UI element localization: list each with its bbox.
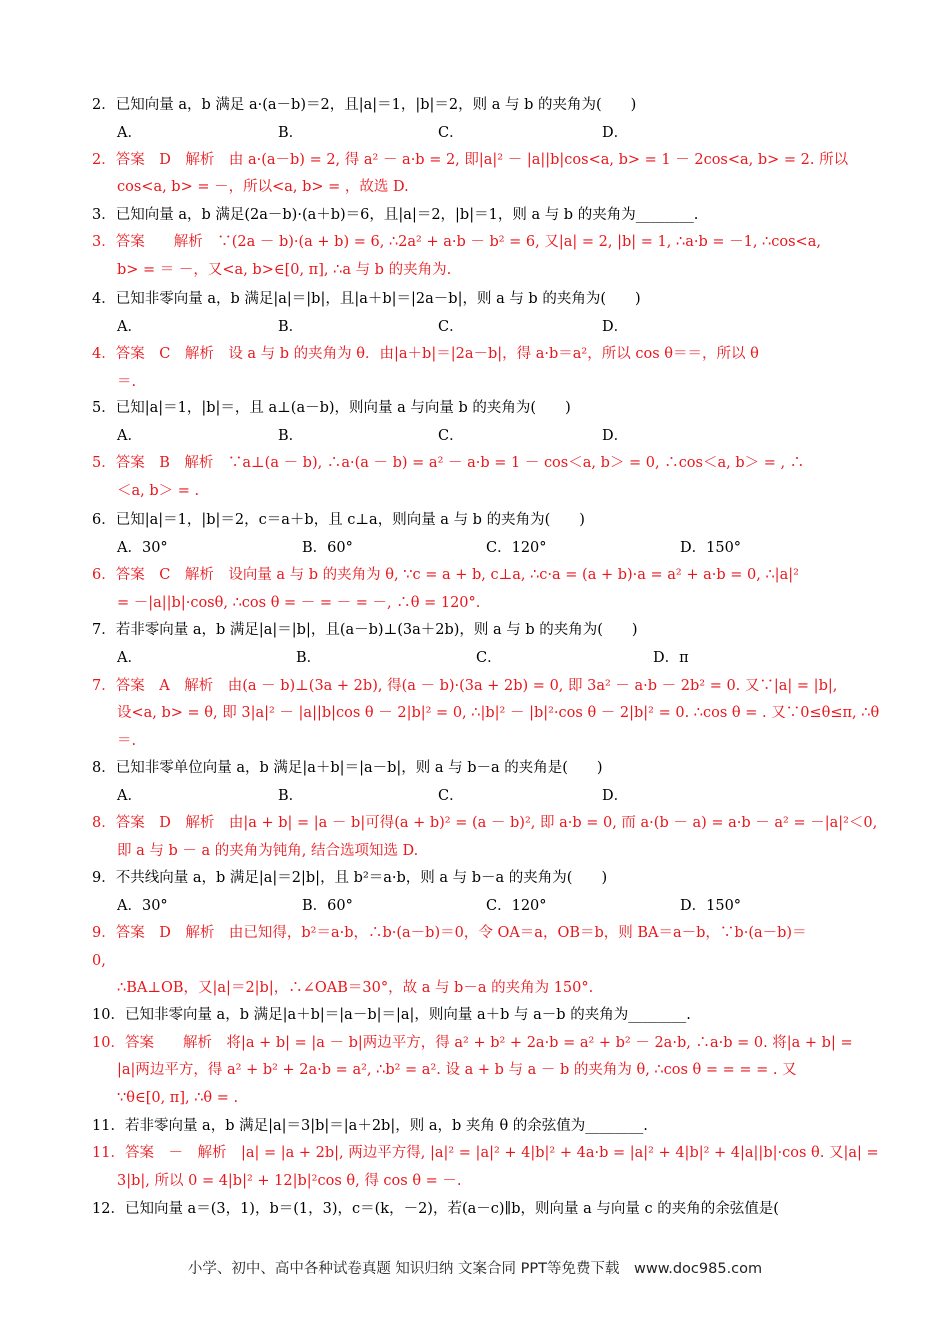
question-line: 9．不共线向量 a，b 满足|a|＝2|b|，且 b²＝a·b，则 a 与 b－a 的夹角为( ) bbox=[92, 870, 608, 886]
question-line: 11．若非零向量 a，b 满足|a|＝3|b|＝|a＋2b|，则 a，b 夹角 θ 的余弦值为________. bbox=[92, 1118, 648, 1134]
answer-line: 2．答案 D 解析 由 a·(a－b) = 2, 得 a² － a·b = 2, 即|a|² － |a||b|cos<a, b> = 1 － 2cos<a, b> = 2. 所以 bbox=[92, 152, 849, 168]
answer-continuation: ＝. bbox=[117, 374, 137, 390]
option-b: B． bbox=[278, 788, 304, 804]
answer-line: 3．答案 解析 ∵(2a － b)·(a + b) = 6, ∴2a² + a·b － b² = 6, 又|a| = 2, |b| = 1, ∴a·b = －1, ∴cos<a, bbox=[92, 234, 821, 250]
option-b: B． bbox=[296, 650, 322, 666]
option-a: A．30° bbox=[117, 540, 168, 556]
option-c: C．120° bbox=[486, 898, 547, 914]
question-line: 5．已知|a|＝1，|b|＝，且 a⊥(a－b)，则向量 a 与向量 b 的夹角为( ) bbox=[92, 400, 571, 416]
question-line: 4．已知非零向量 a，b 满足|a|＝|b|，且|a＋b|＝|2a－b|，则 a 与 b 的夹角为( ) bbox=[92, 291, 641, 307]
answer-line: 7．答案 A 解析 由(a － b)⊥(3a + 2b), 得(a － b)·(3a + 2b) = 0, 即 3a² － a·b － 2b² = 0. 又∵|a| = |b|, bbox=[92, 678, 838, 694]
option-b: B．60° bbox=[302, 540, 353, 556]
option-d: D．π bbox=[653, 650, 689, 666]
option-d: D． bbox=[602, 319, 629, 335]
question-line: 3．已知向量 a，b 满足(2a－b)·(a＋b)＝6，且|a|＝2，|b|＝1，则 a 与 b 的夹角为________. bbox=[92, 207, 699, 223]
option-a: A． bbox=[117, 125, 142, 141]
answer-continuation: |a|两边平方，得 a² + b² + 2a·b = a², ∴b² = a². 设 a + b 与 a － b 的夹角为 θ, ∴cos θ = = = = . 又 bbox=[117, 1062, 797, 1078]
question-line: 6．已知|a|＝1，|b|＝2，c＝a＋b，且 c⊥a，则向量 a 与 b 的夹角为( ) bbox=[92, 512, 585, 528]
option-a: A． bbox=[117, 650, 142, 666]
option-d: D． bbox=[602, 428, 629, 444]
question-line: 12．已知向量 a＝(3，1)，b＝(1，3)，c＝(k，－2)，若(a－c)∥b，则向量 a 与向量 c 的夹角的余弦值是( bbox=[92, 1201, 779, 1217]
option-d: D． bbox=[602, 125, 629, 141]
answer-line: 9．答案 D 解析 由已知得，b²＝a·b，∴b·(a－b)＝0，令 OA＝a，OB＝b，则 BA＝a－b，∵b·(a－b)＝ bbox=[92, 925, 807, 941]
answer-continuation: ＜a, b＞ = . bbox=[117, 483, 200, 499]
option-a: A． bbox=[117, 788, 142, 804]
option-c: C． bbox=[438, 428, 464, 444]
answer-continuation: 即 a 与 b － a 的夹角为钝角, 结合选项知选 D. bbox=[117, 843, 419, 859]
answer-line: 4．答案 C 解析 设 a 与 b 的夹角为 θ．由|a＋b|＝|2a－b|，得 a·b＝a²，所以 cos θ＝＝，所以 θ bbox=[92, 346, 759, 362]
answer-continuation: ∵θ∈[0, π], ∴θ = . bbox=[117, 1090, 239, 1106]
option-b: B． bbox=[278, 125, 304, 141]
answer-line: 5．答案 B 解析 ∵a⊥(a － b), ∴a·(a － b) = a² － a·b = 1 － cos＜a, b＞ = 0, ∴cos＜a, b＞ = , ∴ bbox=[92, 455, 805, 471]
answer-continuation: b> = ＝ －，又<a, b>∈[0, π], ∴a 与 b 的夹角为. bbox=[117, 262, 452, 278]
question-line: 10．已知非零向量 a，b 满足|a＋b|＝|a－b|＝|a|，则向量 a＋b 与 a－b 的夹角为________. bbox=[92, 1007, 691, 1023]
option-a: A． bbox=[117, 319, 142, 335]
option-b: B． bbox=[278, 319, 304, 335]
question-line: 2．已知向量 a，b 满足 a·(a－b)＝2，且|a|＝1，|b|＝2，则 a 与 b 的夹角为( ) bbox=[92, 97, 637, 113]
answer-continuation: 0, bbox=[92, 953, 106, 969]
answer-continuation: cos<a, b> = －，所以<a, b> = ，故选 D. bbox=[117, 179, 409, 195]
option-c: C． bbox=[476, 650, 502, 666]
answer-line: 10．答案 解析 将|a + b| = |a － b|两边平方，得 a² + b² + 2a·b = a² + b² － 2a·b, ∴a·b = 0. 将|a + b| = bbox=[92, 1035, 853, 1051]
footer-banner: 小学、初中、高中各种试卷真题 知识归纳 文案合同 PPT等免费下载 www.doc985.com bbox=[187, 1261, 763, 1277]
option-c: C．120° bbox=[486, 540, 547, 556]
answer-line: 11．答案 － 解析 |a| = |a + 2b|, 两边平方得, |a|² = |a|² + 4|b|² + 4a·b = |a|² + 4|b|² + 4|a||b|·cos θ. 又|a| = bbox=[92, 1145, 879, 1161]
option-c: C． bbox=[438, 319, 464, 335]
option-c: C． bbox=[438, 125, 464, 141]
option-b: B．60° bbox=[302, 898, 353, 914]
answer-continuation: ＝. bbox=[117, 733, 137, 749]
answer-continuation: 3|b|, 所以 0 = 4|b|² + 12|b|²cos θ, 得 cos θ = －. bbox=[117, 1173, 462, 1189]
option-a: A．30° bbox=[117, 898, 168, 914]
answer-continuation: 设<a, b> = θ, 即 3|a|² － |a||b|cos θ － 2|b|² = 0, ∴|b|² － |b|²·cos θ － 2|b|² = 0. ∴cos θ = . 又∵0≤θ≤π, ∴θ bbox=[117, 705, 880, 721]
question-line: 7．若非零向量 a，b 满足|a|＝|b|，且(a－b)⊥(3a＋2b)，则 a 与 b 的夹角为( ) bbox=[92, 622, 638, 638]
option-b: B． bbox=[278, 428, 304, 444]
question-line: 8．已知非零单位向量 a，b 满足|a＋b|＝|a－b|，则 a 与 b－a 的夹角是( ) bbox=[92, 760, 603, 776]
answer-line: 6．答案 C 解析 设向量 a 与 b 的夹角为 θ, ∵c = a + b, c⊥a, ∴c·a = (a + b)·a = a² + a·b = 0, ∴|a|² bbox=[92, 567, 799, 583]
option-a: A． bbox=[117, 428, 142, 444]
option-d: D． bbox=[602, 788, 629, 804]
answer-line: 8．答案 D 解析 由|a + b| = |a － b|可得(a + b)² = (a － b)², 即 a·b = 0, 而 a·(b － a) = a·b － a² = －|a|²＜0, bbox=[92, 815, 878, 831]
answer-continuation: = －|a||b|·cosθ, ∴cos θ = － = － = －, ∴θ = 120°. bbox=[117, 595, 481, 611]
option-d: D．150° bbox=[680, 540, 742, 556]
answer-continuation: ∴BA⊥OB，又|a|＝2|b|，∴∠OAB＝30°，故 a 与 b－a 的夹角为 150°. bbox=[117, 980, 594, 996]
option-d: D．150° bbox=[680, 898, 742, 914]
option-c: C． bbox=[438, 788, 464, 804]
